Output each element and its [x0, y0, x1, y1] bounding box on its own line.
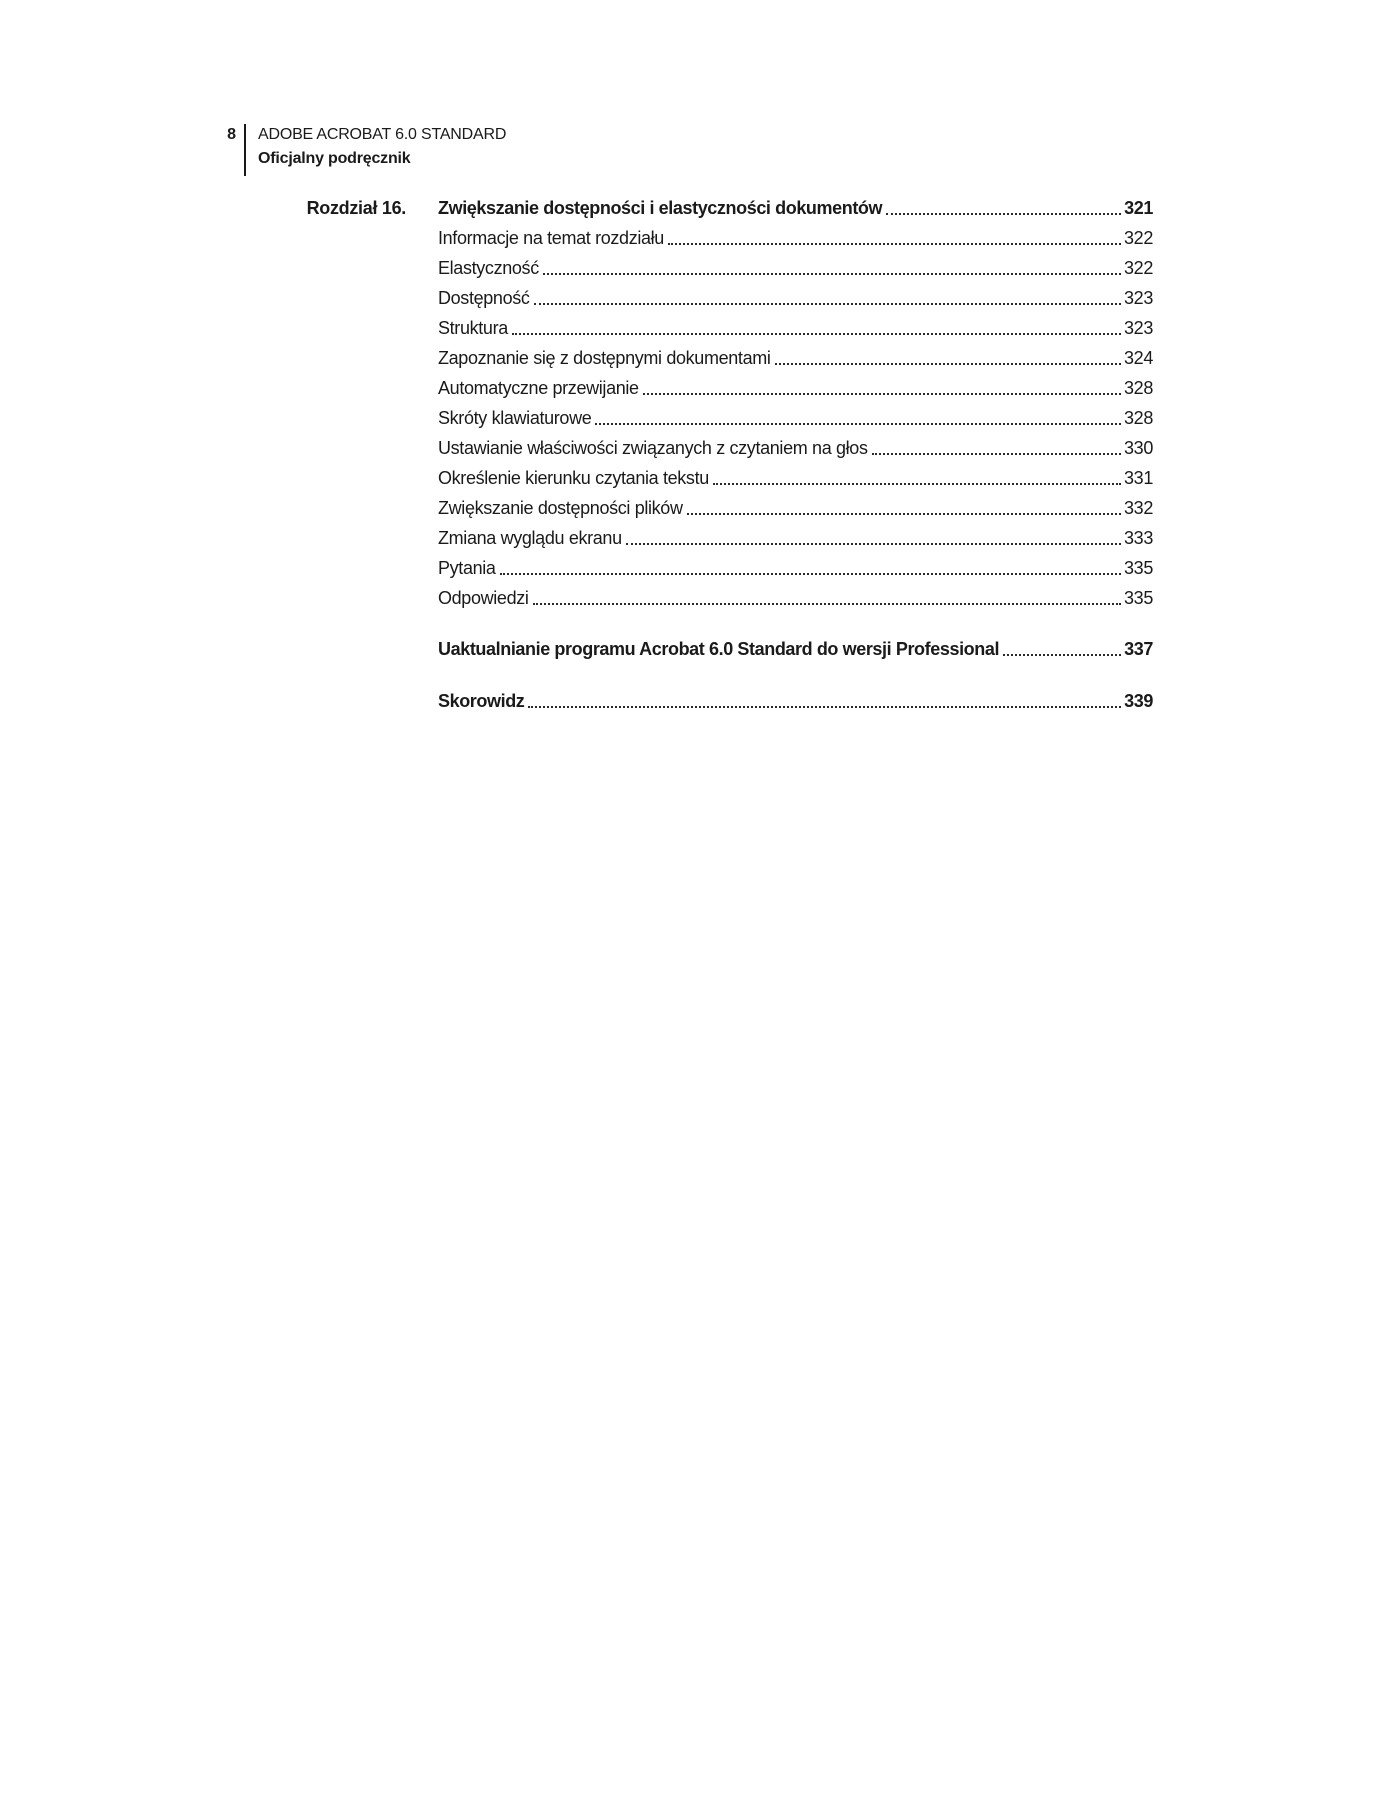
dot-leader — [528, 706, 1121, 708]
toc-entry[interactable] — [438, 585, 1153, 611]
toc-entry-title: Określenie kierunku czytania tekstu — [438, 468, 709, 488]
toc-entry-page: 331 — [1124, 468, 1153, 488]
dot-leader — [668, 243, 1121, 245]
toc-entry-page: 321 — [1124, 198, 1153, 218]
toc-entry[interactable] — [438, 375, 1153, 401]
toc-entry[interactable] — [438, 405, 1153, 431]
toc-entry[interactable] — [438, 315, 1153, 341]
toc-entry[interactable] — [438, 435, 1153, 461]
toc-entry[interactable] — [438, 225, 1153, 251]
toc-entry-title: Struktura — [438, 318, 508, 338]
toc-entry-page: 333 — [1124, 528, 1153, 548]
dot-leader — [500, 573, 1121, 575]
toc-entry[interactable] — [438, 255, 1153, 281]
toc-entry-index[interactable] — [438, 688, 1153, 714]
toc-entry-page: 337 — [1124, 639, 1153, 659]
toc-entry-page: 322 — [1124, 228, 1153, 248]
toc-entry-title: Dostępność — [438, 288, 530, 308]
dot-leader — [595, 423, 1121, 425]
toc-entry-title: Pytania — [438, 558, 496, 578]
toc-entry-title: Skróty klawiaturowe — [438, 408, 592, 428]
toc-entry[interactable] — [438, 465, 1153, 491]
toc-entry-appendix[interactable] — [438, 636, 1153, 662]
page-number: 8 — [227, 126, 236, 143]
toc-entry-page: 328 — [1124, 408, 1153, 428]
dot-leader — [626, 543, 1121, 545]
toc-entry-page: 323 — [1124, 318, 1153, 338]
toc-entry-page: 324 — [1124, 348, 1153, 368]
toc-entry-title: Odpowiedzi — [438, 588, 529, 608]
chapter-label: Rozdział 16. — [306, 198, 406, 218]
toc-entry-page: 335 — [1124, 558, 1153, 578]
toc-entry-page: 323 — [1124, 288, 1153, 308]
toc-entry[interactable] — [438, 495, 1153, 521]
toc-entry-title: Automatyczne przewijanie — [438, 378, 639, 398]
toc-entry-title: Zwiększanie dostępności i elastyczności dokumentów — [438, 198, 883, 218]
dot-leader — [533, 603, 1121, 605]
running-header — [0, 124, 1400, 178]
toc-entry-chapter[interactable] — [438, 195, 1153, 221]
toc-entry-title: Uaktualnianie programu Acrobat 6.0 Standard do wersji Professional — [438, 639, 1000, 659]
toc-entry-page: 339 — [1124, 691, 1153, 711]
dot-leader — [713, 483, 1121, 485]
toc-entry-page: 332 — [1124, 498, 1153, 518]
toc-entry-title: Zapoznanie się z dostępnymi dokumentami — [438, 348, 771, 368]
toc-entry-page: 330 — [1124, 438, 1153, 458]
toc-entry[interactable] — [438, 525, 1153, 551]
dot-leader — [543, 273, 1121, 275]
dot-leader — [534, 303, 1121, 305]
dot-leader — [512, 333, 1121, 335]
toc-entry-title: Ustawianie właściwości związanych z czytaniem na głos — [438, 438, 868, 458]
dot-leader — [775, 363, 1121, 365]
toc-entry[interactable] — [438, 555, 1153, 581]
header-divider — [244, 124, 246, 176]
toc-entry[interactable] — [438, 285, 1153, 311]
dot-leader — [1003, 654, 1121, 656]
book-subtitle: Oficjalny podręcznik — [258, 150, 411, 167]
toc-entry-title: Informacje na temat rozdziału — [438, 228, 664, 248]
dot-leader — [872, 453, 1121, 455]
dot-leader — [886, 213, 1121, 215]
toc-entry[interactable] — [438, 345, 1153, 371]
dot-leader — [687, 513, 1121, 515]
toc-entry-title: Skorowidz — [438, 691, 525, 711]
toc-entry-page: 328 — [1124, 378, 1153, 398]
toc-entry-title: Zwiększanie dostępności plików — [438, 498, 683, 518]
dot-leader — [643, 393, 1121, 395]
toc-entry-page: 335 — [1124, 588, 1153, 608]
toc-entry-title: Zmiana wyglądu ekranu — [438, 528, 622, 548]
toc-entry-page: 322 — [1124, 258, 1153, 278]
toc-entry-title: Elastyczność — [438, 258, 539, 278]
book-title: ADOBE ACROBAT 6.0 STANDARD — [258, 126, 507, 143]
